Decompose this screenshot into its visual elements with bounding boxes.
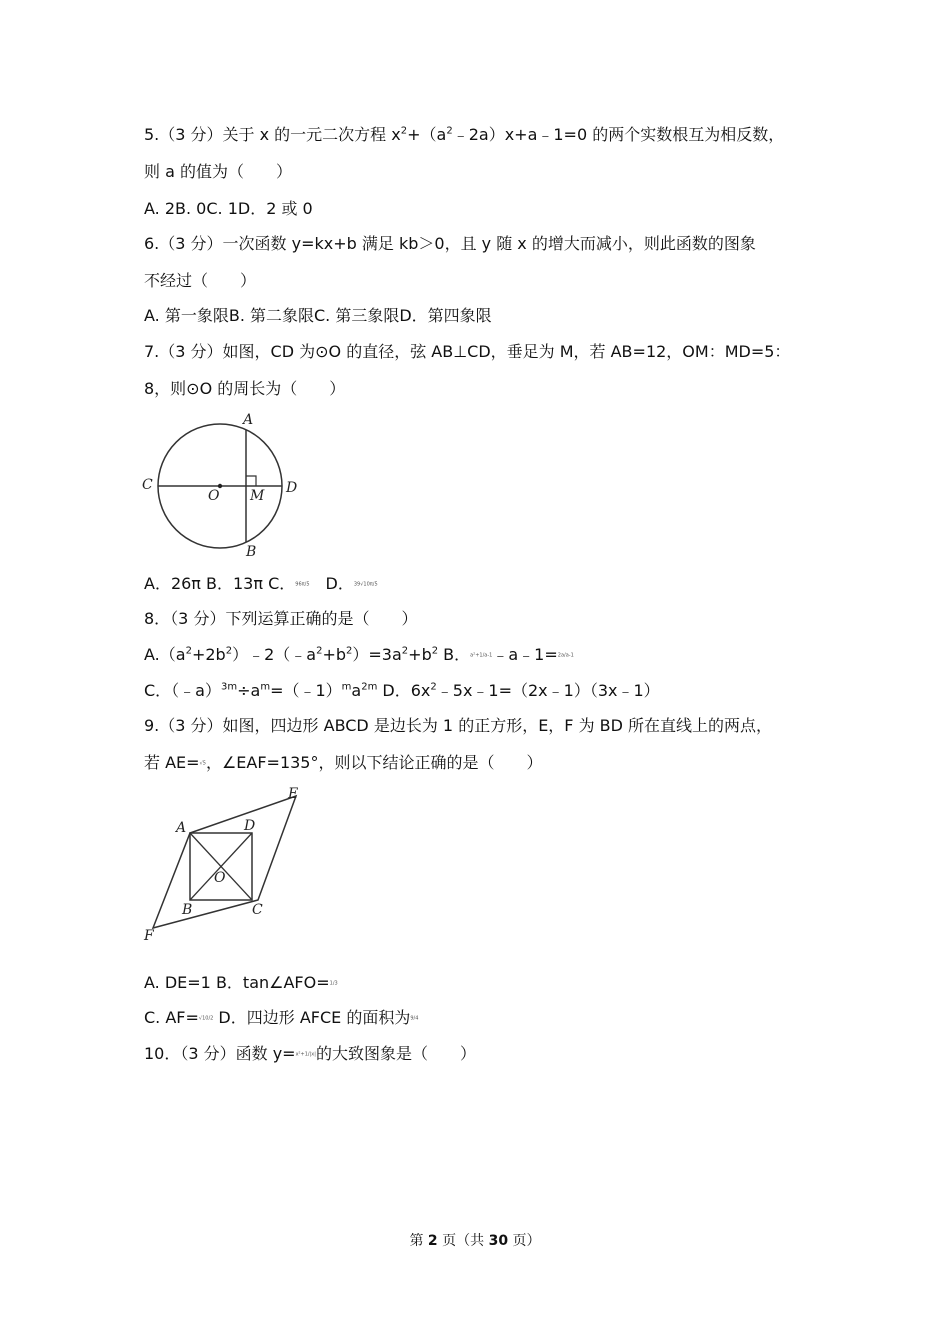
q10-text-a: 10．（3 分）函数 y= <box>144 1044 296 1063</box>
q8-a-part: ）﹣2（﹣a <box>232 645 317 664</box>
q8-exp: 2 <box>316 645 323 657</box>
label-d: D <box>286 480 298 496</box>
q7-line1: 7.（3 分）如图，CD 为⊙O 的直径，弦 AB⊥CD，垂足为 M，若 AB=12，OM：MD=5： <box>144 342 791 361</box>
footer-pre: 第 <box>409 1233 428 1249</box>
footer-post: 页） <box>508 1233 541 1249</box>
right-angle-mark <box>246 476 256 486</box>
q5-exp: 2 <box>446 125 453 137</box>
q9-line2 <box>144 753 543 774</box>
q8-a-part: +b <box>408 645 432 664</box>
q8-opt-cd <box>144 681 660 701</box>
square-figure <box>138 782 308 944</box>
q5-exp: 2 <box>400 125 408 137</box>
label-a: A <box>176 820 187 836</box>
q6-options: A. 第一象限B. 第二象限C. 第三象限D．第四象限 <box>144 306 492 325</box>
q8-b-label: B． <box>438 645 471 664</box>
label-e: E <box>288 786 299 802</box>
q7-frac-c: 96π/5 <box>295 581 310 588</box>
q9-frac-af: √10/2 <box>198 1015 214 1022</box>
q8-d-part: D．6x <box>377 681 431 700</box>
q10-text-b: 的大致图象是（ ） <box>315 1044 476 1063</box>
q9-line2-a: 若 AE= <box>144 753 200 772</box>
q8-exp: 2 <box>401 645 409 657</box>
q8-exp: 2 <box>185 645 192 657</box>
q9-opt-d-text: D．四边形 AFCE 的面积为 <box>213 1008 411 1027</box>
q9-line2-b: ，∠EAF=135°，则以下结论正确的是（ ） <box>205 753 543 772</box>
q8-c-part: ÷a <box>237 681 261 700</box>
q8-exp: 2 <box>430 681 437 693</box>
label-d: D <box>244 818 256 834</box>
label-b: B <box>246 544 257 560</box>
q8-c-part: C．（﹣a） <box>144 681 221 700</box>
q8-exp: 3m <box>220 681 238 693</box>
q8-a-part: +b <box>322 645 346 664</box>
q9-frac-ae: √5 <box>199 760 206 767</box>
q8-exp: 2 <box>346 645 353 657</box>
q6-line1: 6.（3 分）一次函数 y=kx+b 满足 kb＞0，且 y 随 x 的增大而减小，则此函数的图象 <box>144 234 756 253</box>
q8-c-part: =（﹣1） <box>270 681 342 700</box>
q8-exp: m <box>341 681 352 693</box>
footer-total-pages: 30 <box>488 1233 509 1249</box>
q8-b-part: ﹣a﹣1= <box>492 645 558 664</box>
label-o: O <box>214 870 226 886</box>
q9-opt-cd <box>144 1008 418 1029</box>
q7-line2: 8，则⊙O 的周长为（ ） <box>144 379 346 398</box>
q5-options: A. 2B. 0C. 1D．2 或 0 <box>144 199 313 218</box>
label-c: C <box>142 477 153 493</box>
q9-opt-ab-text: A. DE=1 B．tan∠AFO= <box>144 973 330 992</box>
q7-opt-ab: A．26π B．13π C． <box>144 574 296 593</box>
q9-frac-area: 9/4 <box>410 1015 419 1022</box>
q9-opt-c-text: C. AF= <box>144 1008 199 1027</box>
footer-mid: 页（共 <box>437 1233 489 1249</box>
q6-line2: 不经过（ ） <box>144 271 257 290</box>
page-footer <box>0 1230 950 1250</box>
circle-figure <box>138 408 308 560</box>
label-c: C <box>252 902 263 918</box>
label-o: O <box>208 488 220 504</box>
q5-line2: 则 a 的值为（ ） <box>144 162 292 181</box>
footer-page-number: 2 <box>427 1233 438 1249</box>
q8-exp: m <box>260 681 271 693</box>
q9-opt-ab <box>144 973 338 994</box>
q10-frac-y: x²+1/|x| <box>295 1051 316 1058</box>
q8-d-part: ﹣5x﹣1=（2x﹣1）（3x﹣1） <box>436 681 660 700</box>
label-m: M <box>250 488 265 504</box>
q8-exp: 2 <box>225 645 233 657</box>
q7-opt-d: D． <box>309 574 354 593</box>
q8-a-part: ）=3a <box>352 645 402 664</box>
q8-exp: 2 <box>431 645 439 657</box>
label-a: A <box>243 412 254 428</box>
label-f: F <box>144 928 154 944</box>
q5-line1 <box>144 125 784 145</box>
q8-opt-ab <box>144 645 574 666</box>
q7-options <box>144 574 378 595</box>
q8-c-part: a <box>351 681 362 700</box>
q8-frac-b1: a²+1/a-1 <box>470 652 493 659</box>
q9-frac-tan: 1/3 <box>329 980 338 987</box>
q5-text-b: +（a <box>407 125 447 144</box>
label-b: B <box>182 902 193 918</box>
q8-exp: 2m <box>361 681 378 693</box>
q9-line1: 9.（3 分）如图，四边形 ABCD 是边长为 1 的正方形，E，F 为 BD 所在直线上的两点， <box>144 716 773 735</box>
q8-line1: 8．（3 分）下列运算正确的是（ ） <box>144 609 418 628</box>
q8-a-part: A.（a <box>144 645 186 664</box>
q5-text-a: 5.（3 分）关于 x 的一元二次方程 x <box>144 125 401 144</box>
q10-line1 <box>144 1044 476 1065</box>
q8-a-part: +2b <box>191 645 226 664</box>
q8-frac-b2: 2a/a-1 <box>557 652 574 659</box>
q5-text-c: ﹣2a）x+a﹣1=0 的两个实数根互为相反数， <box>452 125 785 144</box>
q7-frac-d: 39√10π/5 <box>353 581 378 588</box>
